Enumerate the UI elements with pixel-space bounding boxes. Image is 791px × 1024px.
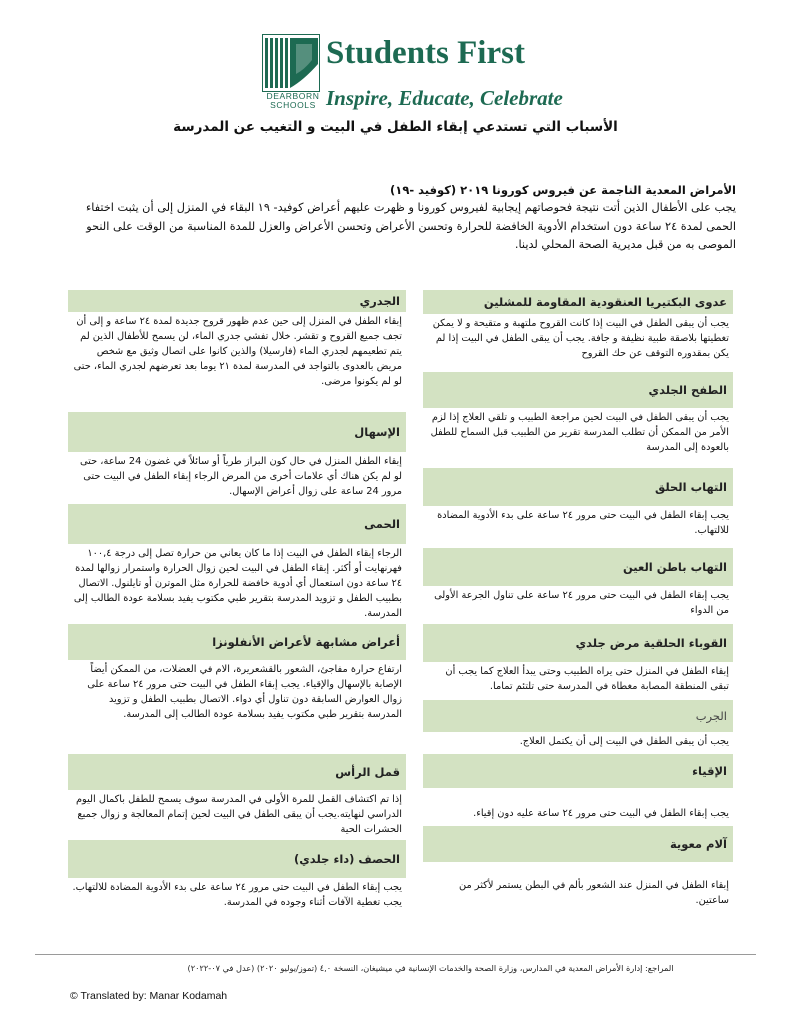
section-body: يجب أن يبقى الطفل في البيت إلى أن يكتمل العلاج. <box>519 736 729 747</box>
section-body: يجب إبقاء الطفل في البيت حتى مرور ٢٤ ساعة على بدء الأدوية المضادة للالتهاب. <box>437 510 729 536</box>
section-diarrhea <box>68 412 406 504</box>
section-body: الرجاء إبقاء الطفل في البيت إذا ما كان يعاني من حرارة تصل إلى درجة ١٠٠,٤ فهرنهايت أو أكثر. إبقاء الطفل في البيت لحين زوال الحرارة واستمرار زوالها لمدة ٢٤ ساعة دون استعمال أي أدوية خافضة للحرارة مثل الموترن أو تايلنول. الاتصال بطبيب الطفل و تزويد المدرسة بتقرير طبي مكتوب يفيد بسلامة عودة الطالب إلى المدرسة. <box>73 548 402 619</box>
covid-heading: الأمراض المعدية الناجمة عن فيروس كورونا ٢٠١٩ (كوفيد -١٩) <box>390 183 736 197</box>
section-body: يجب أن يبقى الطفل في البيت لحين مراجعة الطبيب و تلقي العلاج إذا لزم الأمر من الممكن أن تطلب المدرسة تقرير من الطبيب قبل السماح للطفل بالعودة إلى المدرسة <box>430 412 729 453</box>
section-ringworm <box>423 624 733 700</box>
section-body: يجب إبقاء الطفل في البيت حتى مرور ٢٤ ساعة على تناول الجرعة الأولى من الدواء <box>434 590 729 616</box>
section-title: أعراض مشابهة لأعراض الأنفلونزا <box>68 624 406 660</box>
section-body: إذا تم اكتشاف القمل للمرة الأولى في المدرسة سوف يسمح للطفل باكمال اليوم الدراسي لنهايته.يجب أن يبقى الطفل في البيت لحين إتمام المعالجة و زوال جميع الحشرات الحية <box>75 794 402 835</box>
section-vomiting <box>423 754 733 826</box>
footer-reference: المراجع: إدارة الأمراض المعدية في المدارس، وزارة الصحة والخدمات الإنسانية في ميشيغان، النسخة ٤,٠ (تموز/يوليو ٢٠٢٠) (عدل في ٠٧-٢٠٢٢) <box>187 963 674 973</box>
section-title: آلام معوية <box>423 826 733 862</box>
section-body: إبقاء الطفل في المنزل إلى حين عدم ظهور قروح جديدة لمدة ٢٤ ساعة و إلى أن تجف جميع القروح و تقشر. خلال تفشي جدري الماء، لن يسمح للأطفال الذين لم يتم تطعيمهم لجدري الماء (فارسيلا) والذين كانوا على اتصال وثيق مع شخص مريض بالعدوى بالتواجد في المدرسة لمدة ٢١ يوما بعد تعرضهم لجدري الماء، حتى لو لم يكونوا مرضى. <box>73 316 402 387</box>
section-title: الطفح الجلدي <box>423 372 733 408</box>
logo-org-name: DEARBORN SCHOOLS <box>266 91 320 110</box>
section-body: إبقاء الطفل في المنزل عند الشعور بألم في البطن يستمر لأكثر من ساعتين. <box>458 880 729 906</box>
page-title: الأسباب التي تستدعي إبقاء الطفل في البيت و التغيب عن المدرسة <box>173 119 618 135</box>
section-title: الجدري <box>68 290 406 312</box>
section-strep-throat <box>423 468 733 548</box>
section-impetigo <box>68 840 406 918</box>
section-title: التهاب باطن العين <box>423 548 733 586</box>
section-body: يجب إبقاء الطفل في البيت حتى مرور ٢٤ ساعة على بدء الأدوية المضادة للالتهاب. يجب تغطية الآفات أثناء وجوده في المدرسة. <box>72 882 402 908</box>
section-scabies <box>423 700 733 754</box>
section-title: التهاب الحلق <box>423 468 733 506</box>
covid-text: يجب على الأطفال الذين أتت نتيجة فحوصاتهم إيجابية لفيروس كورونا و ظهرت عليهم أعراض كوفيد- ١٩ البقاء في المنزل إلى أن يثبت اختفاء الحمى لمدة ٢٤ ساعة دون استخدام الأدوية الخافضة للحرارة وتحسن الأعراض وتحسن الأعراض والعزل للمدة المناسبة من الوقت على النحو الموصى به من قبل مديرية الصحة المحلي لدينا. <box>85 201 736 251</box>
section-title: الحمى <box>68 504 406 544</box>
section-fever <box>68 504 406 624</box>
translator-credit: © Translated by: Manar Kodamah <box>70 990 228 1002</box>
section-title: الإقياء <box>423 754 733 788</box>
footer-divider <box>35 954 756 955</box>
section-title: القوباء الحلقية مرض جلدي <box>423 624 733 662</box>
section-body: إبقاء الطفل المنزل في حال كون البراز طرياً أو سائلاً في غضون 24 ساعة، حتى لو لم يكن هناك أي علامات أخرى من المرض الرجاء إبقاء الطفل في البيت حتى مرور 24 ساعة على زوال أعراض الإسهال. <box>80 456 402 497</box>
section-body: ارتفاع حرارة مفاجئ، الشعور بالقشعريرة، الام في العضلات، من الممكن أيضاً الإصابة بالإسهال والإقياء. يجب إبقاء الطفل في البيت حتى مرور ٢٤ ساعة على زوال العوارض السابقة دون تناول أي دواء. الاتصال بطبيب الطفل و تزويد المدرسة بتقرير طبي مكتوب يفيد بسلامة عودة الطالب إلى المدرسة. <box>87 664 402 720</box>
logo-tagline: Inspire, Educate, Celebrate <box>326 86 563 110</box>
section-body: إبقاء الطفل في المنزل حتى يراه الطبيب وحتى يبدأ العلاج كما يجب أن تبقى المنطقة المصابة مغطاة في المدرسة حتى تلتئم تماما. <box>445 666 729 692</box>
section-mrsa <box>423 290 733 372</box>
logo-emblem-icon <box>262 34 320 92</box>
section-title: الإسهال <box>68 412 406 452</box>
section-rash <box>423 372 733 468</box>
logo-brand: Students First <box>326 35 525 71</box>
section-title: الجرب <box>423 700 733 732</box>
section-body: يجب أن يبقى الطفل في البيت إذا كانت القروح ملتهبة و متقيحة و لا يمكن تغطيتها بلاصقة طبية نظيفة و جافة. يجب أن يبقى الطفل في البيت إذا لم يكن بمقدوره التوقف عن حك القروح <box>432 318 729 359</box>
section-title: قمل الرأس <box>68 754 406 790</box>
section-head-lice <box>68 754 406 840</box>
school-logo <box>262 30 563 112</box>
section-title: عدوى البكتيريا العنقودية المقاومة للمشلين <box>423 290 733 314</box>
section-title: الحصف (داء جلدي) <box>68 840 406 878</box>
section-chickenpox <box>68 290 406 412</box>
right-column <box>423 290 733 906</box>
section-pink-eye <box>423 548 733 624</box>
section-body: يجب إبقاء الطفل في البيت حتى مرور ٢٤ ساعة عليه دون إقياء. <box>473 808 729 819</box>
left-column <box>68 290 406 918</box>
section-flu-symptoms <box>68 624 406 754</box>
section-abdominal-pain <box>423 826 733 906</box>
